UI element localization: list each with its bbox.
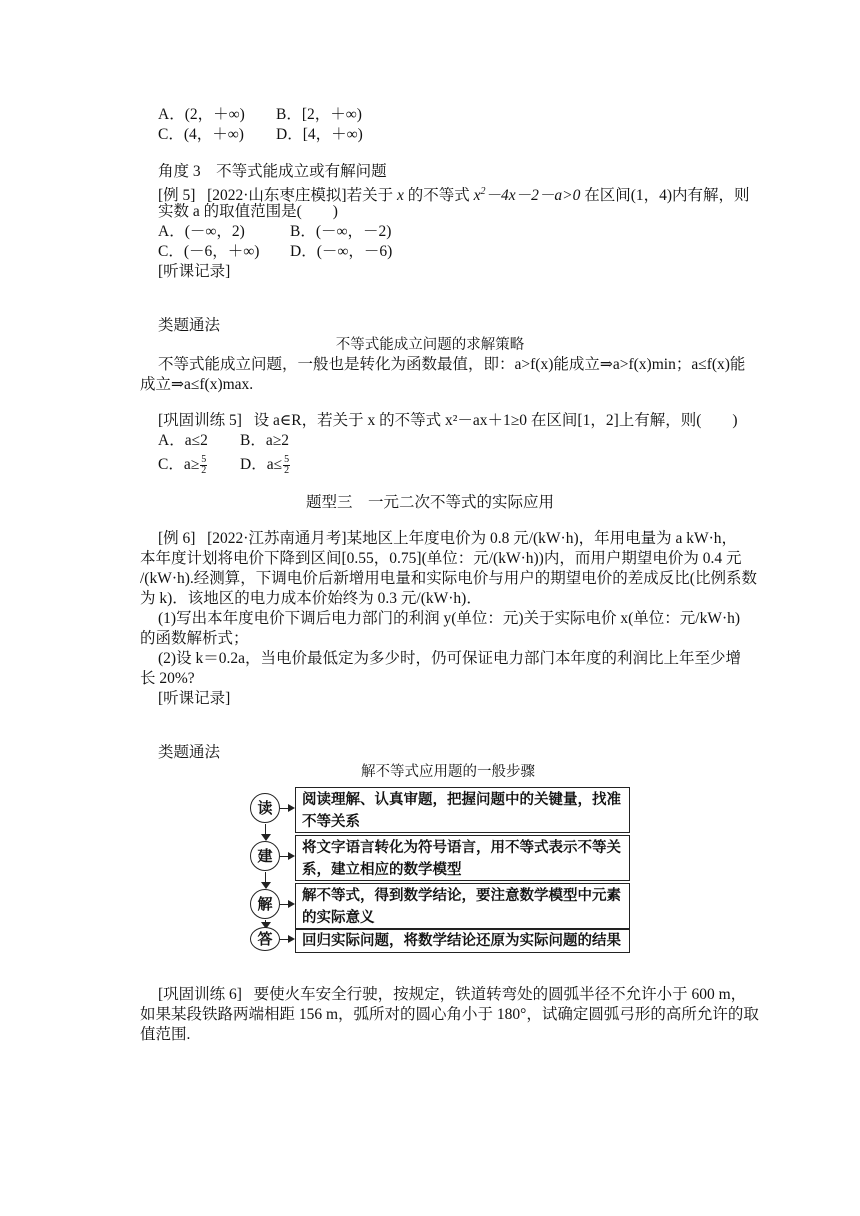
example5-record-label: [听课记录] xyxy=(158,263,231,280)
option-line-ab xyxy=(158,105,362,125)
connector-arrow xyxy=(288,900,295,908)
train6-label: [巩固训练 6] xyxy=(158,986,242,1003)
method1-title: 不等式能成立问题的求解策略 xyxy=(335,337,525,353)
step-box-solve: 解不等式，得到数学结论，要注意数学模型中元素的实际意义 xyxy=(295,883,630,929)
example6-line3: /(kW·h).经测算，下调电价后新增用电量和实际电价与用户的期望电价的差成反比(比例系数 xyxy=(140,570,757,587)
train6-text1: 要使火车安全行驶，按规定，铁道转弯处的圆弧半径不允许小于 600 m， xyxy=(253,986,747,1003)
connector-arrow xyxy=(288,935,295,943)
ex5-option-a: A．(－∞，2) xyxy=(158,223,245,240)
angle3-heading: 角度 3 不等式能成立或有解问题 xyxy=(158,163,387,180)
down-arrow xyxy=(261,882,271,889)
example5-source: [2022·山东枣庄模拟] xyxy=(207,187,347,204)
step-circle-read: 读 xyxy=(250,793,280,823)
example6-line1 xyxy=(158,529,737,549)
train5-text: 设 a∈R，若关于 x 的不等式 x²－ax＋1≥0 在区间[1，2]上有解，则( ) xyxy=(253,412,738,429)
example6-line4: 为 k)．该地区的电力成本价始终为 0.3 元/(kW·h)． xyxy=(140,590,482,607)
train5-options-cd xyxy=(158,452,291,478)
example5-label: [例 5] xyxy=(158,187,196,204)
train5-label: [巩固训练 5] xyxy=(158,412,242,429)
down-arrow xyxy=(261,834,271,841)
option-d: D．[4，＋∞) xyxy=(276,126,363,143)
train5-option-d xyxy=(240,452,291,478)
example6-q2-line2: 长 20%? xyxy=(140,670,195,687)
train6-line3: 值范围. xyxy=(140,1026,191,1043)
example5-text-mid: 的不等式 xyxy=(407,187,470,204)
step-box-build: 将文字语言转化为符号语言，用不等式表示不等关系，建立相应的数学模型 xyxy=(295,835,630,881)
train5-line xyxy=(158,411,738,431)
ex5-option-d: D．(－∞，－6) xyxy=(290,243,393,260)
method1-line1: 不等式能成立问题，一般也是转化为函数最值，即：a>f(x)能成立⇒a>f(x)min；a≤f(x)能 xyxy=(158,356,746,373)
frac-num: 5 xyxy=(201,453,207,465)
train5-option-b: B．a≥2 xyxy=(240,432,289,449)
example5-text-pre: 若关于 xyxy=(346,187,394,204)
method1-label: 类题通法 xyxy=(158,317,221,334)
method2-label: 类题通法 xyxy=(158,744,221,761)
ex5-option-b: B．(－∞，－2) xyxy=(290,223,392,240)
train5-option-c-text: C．a≥ xyxy=(158,456,200,473)
fraction-5-2-d xyxy=(283,455,290,476)
example5-options-ab xyxy=(158,222,391,242)
train5-options-ab xyxy=(158,431,289,451)
steps-diagram xyxy=(250,783,645,953)
step-box-answer: 回归实际问题，将数学结论还原为实际问题的结果 xyxy=(295,929,630,953)
example5-line2: 实数 a 的取值范围是( ) xyxy=(158,203,338,220)
connector-arrow xyxy=(288,804,295,812)
frac-num-d: 5 xyxy=(284,453,290,465)
step-circle-answer: 答 xyxy=(250,927,280,951)
example6-record-label: [听课记录] xyxy=(158,690,231,707)
example5-inequality: $x^2-4x-2-a>0$ xyxy=(473,186,581,204)
option-line-cd xyxy=(158,125,363,145)
connector-arrow xyxy=(288,852,295,860)
train5-option-c xyxy=(158,452,240,478)
step-circle-solve: 解 xyxy=(250,889,280,919)
train5-option-a: A．a≤2 xyxy=(158,432,208,449)
option-a: A．(2，＋∞) xyxy=(158,106,245,123)
ex5-option-c: C．(－6，＋∞) xyxy=(158,243,260,260)
method2-title: 解不等式应用题的一般步骤 xyxy=(361,764,535,780)
option-b: B．[2，＋∞) xyxy=(276,106,362,123)
frac-den-d: 2 xyxy=(284,464,290,476)
step-box-read: 阅读理解、认真审题，把握问题中的关键量，找准不等关系 xyxy=(295,787,630,833)
example6-q2-line1: (2)设 k＝0.2a，当电价最低定为多少时，仍可保证电力部门本年度的利润比上年至少增 xyxy=(158,650,741,667)
option-c: C．(4，＋∞) xyxy=(158,126,244,143)
example5-text-post: 在区间(1，4)内有解，则 xyxy=(584,187,750,204)
example5-options-cd xyxy=(158,242,392,262)
method1-line2: 成立⇒a≤f(x)max. xyxy=(140,376,254,393)
fraction-5-2 xyxy=(200,455,207,476)
frac-den: 2 xyxy=(201,464,207,476)
example6-line2: 本年度计划将电价下降到区间[0.55，0.75](单位：元/(kW·h))内，而用户期望电价为 0.4 元 xyxy=(140,550,742,567)
example6-text1: [2022·江苏南通月考]某地区上年度电价为 0.8 元/(kW·h)，年用电量为 a kW·h， xyxy=(207,530,738,547)
example6-label: [例 6] xyxy=(158,530,196,547)
var-x: x xyxy=(396,187,404,204)
type3-heading: 题型三 一元二次不等式的实际应用 xyxy=(305,494,554,511)
train6-line1 xyxy=(158,985,746,1005)
example6-q1-line2: 的函数解析式； xyxy=(140,630,249,647)
train6-line2: 如果某段铁路两端相距 156 m，弧所对的圆心角小于 180°，试确定圆弧弓形的高所允许的取 xyxy=(140,1006,759,1023)
step-circle-build: 建 xyxy=(250,841,280,871)
train5-option-d-text: D．a≤ xyxy=(240,456,283,473)
example6-q1-line1: (1)写出本年度电价下调后电力部门的利润 y(单位：元)关于实际电价 x(单位：元/kW·h) xyxy=(158,610,741,627)
